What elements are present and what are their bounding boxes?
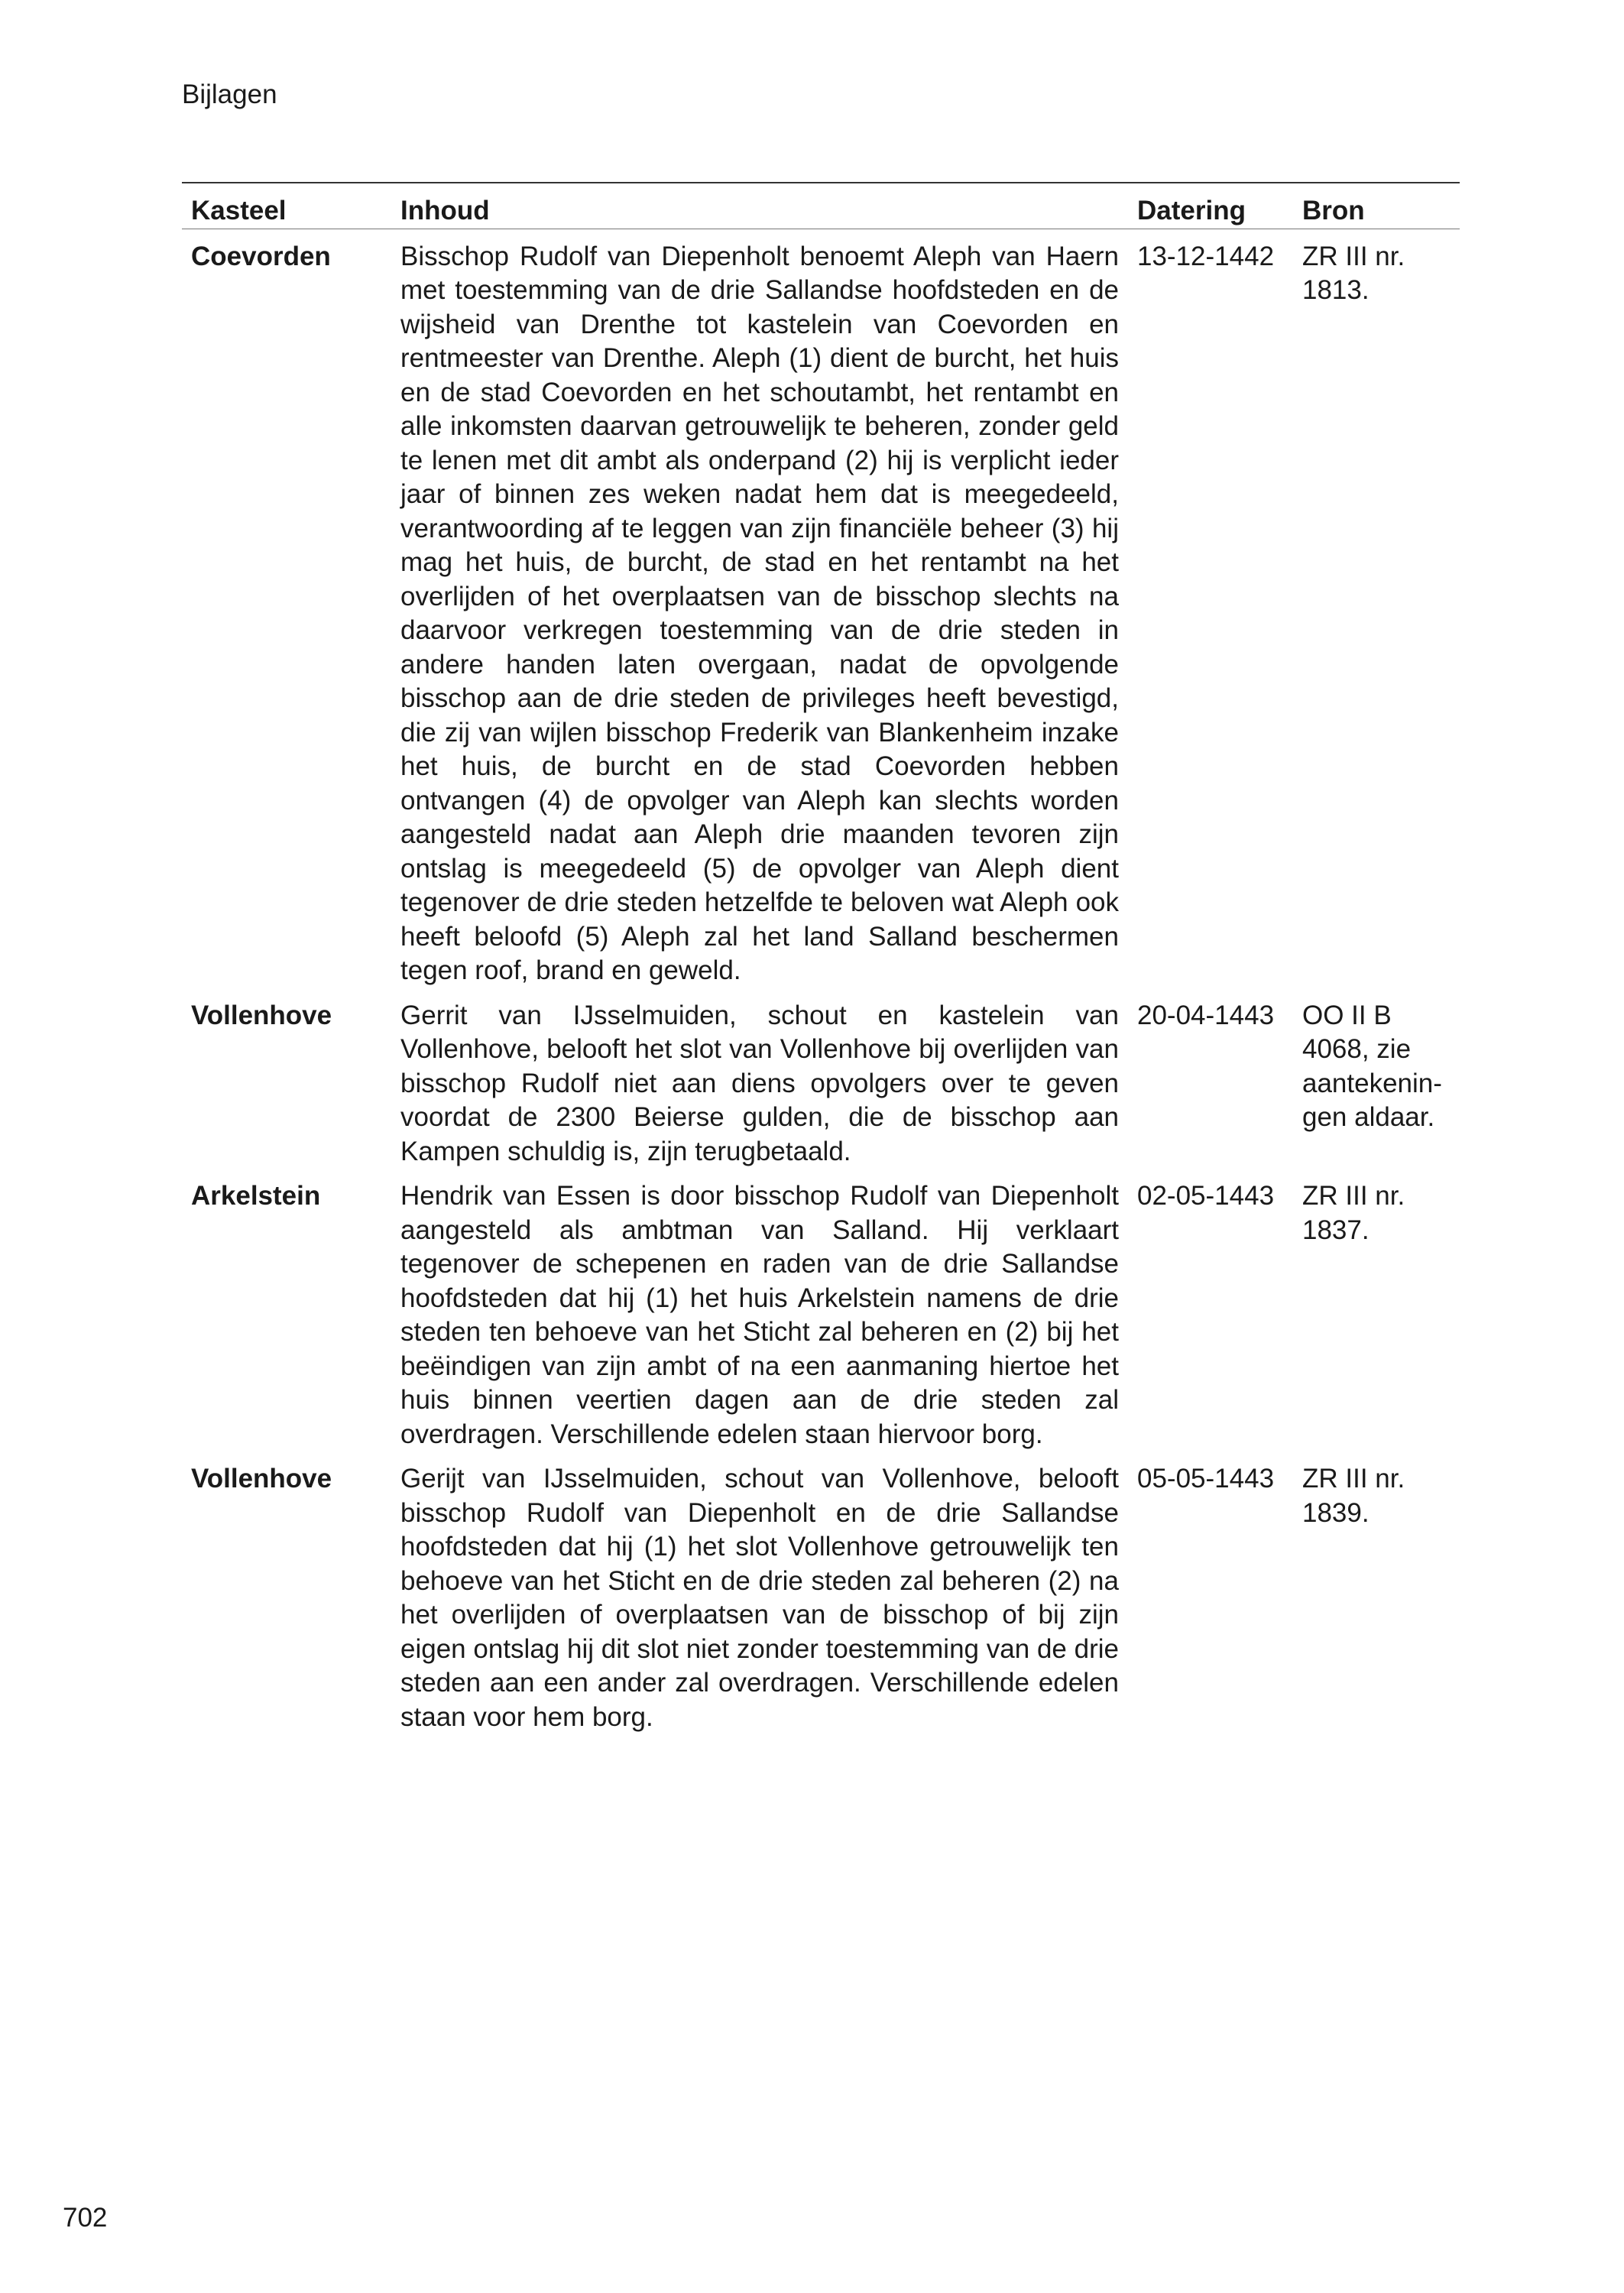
cell-bron: ZR III nr. 1839. bbox=[1302, 1464, 1405, 1528]
table-row bbox=[182, 1462, 1460, 1745]
cell-kasteel: Vollenhove bbox=[191, 1464, 332, 1494]
running-head: Bijlagen bbox=[182, 79, 277, 109]
cell-kasteel: Arkelstein bbox=[191, 1181, 321, 1211]
table-row bbox=[182, 229, 1460, 999]
table-header-row bbox=[182, 183, 1460, 229]
table-row bbox=[182, 999, 1460, 1180]
cell-bron: OO II B 4068, zie aantekeningen aldaar. bbox=[1302, 1000, 1442, 1132]
cell-datering: 05-05-1443 bbox=[1137, 1464, 1275, 1494]
cell-inhoud: Hendrik van Essen is door bisschop Rudolf van Diepenholt aangesteld als ambtman van Salland. Hij verklaart tegenover de schepenen en raden van de drie Sallandse hoofdsteden dat hij (1) het huis Arkelstein namens de drie steden ten behoeve van het Sticht zal beheren en (2) bij het beëindigen van zijn ambt of na een aanmaning hiertoe het huis binnen veertien dagen aan de drie steden zal overdragen. Verschillende edelen staan hiervoor borg. bbox=[400, 1181, 1119, 1449]
cell-kasteel: Vollenhove bbox=[191, 1000, 332, 1030]
cell-kasteel: Coevorden bbox=[191, 241, 331, 271]
header-inhoud: Inhoud bbox=[391, 183, 1128, 229]
cell-inhoud: Gerrit van IJsselmuiden, schout en kastelein van Vollenhove, belooft het slot van Vollenhove bij overlijden van bisschop Rudolf niet aan diens opvolgers over te geven voordat de 2300 Beierse gulden, die de bisschop aan Kampen schuldig is, zijn terugbetaald. bbox=[400, 1000, 1119, 1166]
cell-bron: ZR III nr. 1837. bbox=[1302, 1181, 1405, 1245]
table-row bbox=[182, 1179, 1460, 1462]
header-kasteel: Kasteel bbox=[182, 183, 391, 229]
header-bron: Bron bbox=[1293, 183, 1460, 229]
cell-bron: ZR III nr. 1813. bbox=[1302, 241, 1405, 305]
cell-inhoud: Bisschop Rudolf van Diepenholt benoemt Aleph van Haern met toestemming van de drie Sallandse hoofdsteden en de wijsheid van Drenthe tot kastelein van Coevorden en rentmeester van Drenthe. Aleph (1) dient de burcht, het huis en de stad Coevorden en het schoutambt, het rentambt en alle inkomsten daarvan getrouwelijk te beheren, zonder geld te lenen met dit ambt als onderpand (2) hij is verplicht ieder jaar of binnen zes weken nadat hem dat is meegedeeld, verantwoording af te leggen van zijn financiële beheer (3) hij mag het huis, de burcht, de stad en het rentambt na het overlijden of het overplaatsen van de bisschop slechts na daarvoor verkregen toestemming van de drie steden in andere handen laten overgaan, nadat de opvolgende bisschop aan de drie steden de privileges heeft bevestigd, die zij van wijlen bisschop Frederik van Blankenheim inzake het huis, de burcht en de stad Coevorden hebben ontvangen (4) de opvolger van Aleph kan slechts worden aangesteld nadat aan Aleph drie maanden tevoren zijn ontslag is meegedeeld (5) de opvolger van Aleph dient tegenover de drie steden hetzelfde te beloven wat Aleph ook heeft beloofd (5) Aleph zal het land Salland beschermen tegen roof, brand en geweld. bbox=[400, 241, 1119, 985]
cell-datering: 20-04-1443 bbox=[1137, 1000, 1275, 1030]
cell-inhoud: Gerijt van IJsselmuiden, schout van Vollenhove, belooft bisschop Rudolf van Diepenholt en de drie Sallandse hoofdsteden dat hij (1) het slot Vollenhove getrouwelijk ten behoeve van het Sticht en de drie steden zal beheren (2) na het overlijden of overplaatsen van de bisschop of bij zijn eigen ontslag hij dit slot niet zonder toestemming van de drie steden aan een ander zal overdragen. Verschillende edelen staan voor hem borg. bbox=[400, 1464, 1119, 1732]
register-table bbox=[182, 182, 1460, 1745]
cell-datering: 13-12-1442 bbox=[1137, 241, 1275, 271]
page-number: 702 bbox=[63, 2203, 108, 2233]
cell-datering: 02-05-1443 bbox=[1137, 1181, 1275, 1211]
header-datering: Datering bbox=[1128, 183, 1293, 229]
